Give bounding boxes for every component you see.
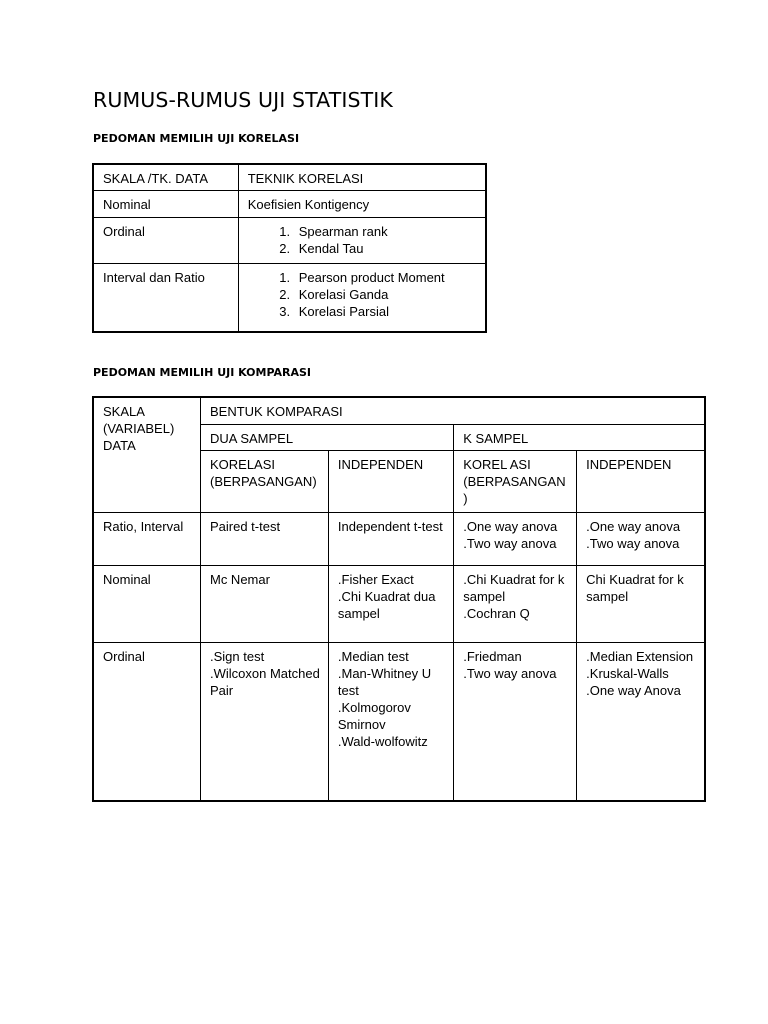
cell-line: .One way anova	[463, 518, 558, 534]
cell-line: sampel	[337, 605, 380, 621]
cell-line: .Man-Whitney U	[337, 665, 432, 681]
cell-line: .Two way anova	[463, 535, 557, 551]
table-row	[93, 217, 486, 263]
table-cell	[454, 512, 577, 565]
cell-line: Paired t-test	[209, 518, 281, 534]
cell-line: Mc Nemar	[209, 571, 270, 587]
list-item: 2. Kendal Tau	[294, 240, 477, 257]
cell-line: .Chi Kuadrat for k	[463, 571, 565, 587]
cell-line: sampel	[463, 588, 506, 604]
table-cell	[577, 642, 705, 801]
sub-header-cell	[454, 450, 577, 512]
korelasi-table	[92, 163, 487, 333]
cell-line: sampel	[586, 588, 629, 604]
table-row	[93, 263, 486, 332]
cell-line: Pair	[209, 682, 234, 698]
sub-header-line: (BERPASANGAN	[463, 473, 566, 489]
table-cell	[454, 565, 577, 642]
cell-line: .Wald-wolfowitz	[337, 733, 428, 749]
sub-header-line: INDEPENDEN	[586, 456, 672, 472]
list-item: 2. Korelasi Ganda	[294, 286, 477, 303]
table-cell	[454, 642, 577, 801]
row-scale-cell: Ordinal	[93, 642, 200, 801]
row-technique-cell: Koefisien Kontigency	[238, 190, 486, 217]
cell-line: .Friedman	[463, 648, 522, 664]
table-cell	[328, 512, 453, 565]
cell-line: .One way anova	[586, 518, 681, 534]
group-header-k-sampel: K SAMPEL	[454, 424, 705, 450]
table-row	[93, 642, 705, 801]
bentuk-header-cell: BENTUK KOMPARASI	[200, 397, 705, 424]
cell-line: .One way Anova	[586, 682, 681, 698]
table-cell	[577, 512, 705, 565]
table-cell	[200, 565, 328, 642]
section-heading-korelasi: PEDOMAN MEMILIH UJI KORELASI	[93, 132, 300, 145]
table-row	[93, 190, 486, 217]
cell-line: Independent t-test	[337, 518, 443, 534]
sub-header-line: )	[463, 490, 468, 506]
row-scale-cell: Ratio, Interval	[93, 512, 200, 565]
cell-line: .Two way anova	[586, 535, 680, 551]
table-row	[93, 565, 705, 642]
cell-line: .Median Extension	[586, 648, 694, 664]
row-scale-cell: Nominal	[93, 190, 238, 217]
sub-header-cell	[328, 450, 453, 512]
cell-line: .Median test	[337, 648, 409, 664]
sub-header-cell	[577, 450, 705, 512]
list-item: 3. Korelasi Parsial	[294, 303, 477, 320]
table-cell	[200, 512, 328, 565]
sub-header-line: INDEPENDEN	[337, 456, 424, 472]
komparasi-table	[92, 396, 706, 802]
header-cell-technique: TEKNIK KORELASI	[238, 164, 486, 190]
cell-line: Smirnov	[337, 716, 386, 732]
table-cell	[328, 565, 453, 642]
cell-line: .Cochran Q	[463, 605, 530, 621]
cell-line: test	[337, 682, 359, 698]
sub-header-line: KOREL ASI	[463, 456, 531, 472]
corner-header-line: SKALA	[103, 404, 145, 419]
list-item: 1. Spearman rank	[294, 223, 477, 240]
cell-line: .Chi Kuadrat dua	[337, 588, 436, 604]
corner-header-line: (VARIABEL)	[103, 421, 175, 436]
cell-line: .Sign test	[209, 648, 265, 664]
table-cell	[577, 565, 705, 642]
sub-header-cell	[200, 450, 328, 512]
row-scale-cell: Ordinal	[93, 217, 238, 263]
cell-line: Chi Kuadrat for k	[586, 571, 684, 587]
cell-line: .Two way anova	[463, 665, 557, 681]
table-cell	[200, 642, 328, 801]
technique-list	[248, 269, 477, 320]
row-scale-cell: Nominal	[93, 565, 200, 642]
page-title: RUMUS-RUMUS UJI STATISTIK	[93, 88, 393, 112]
group-header-dua-sampel: DUA SAMPEL	[200, 424, 453, 450]
table-header-row	[93, 397, 705, 424]
sub-header-line: KORELASI	[209, 456, 276, 472]
table-header-row	[93, 164, 486, 190]
cell-line: .Kruskal-Walls	[586, 665, 669, 681]
table-row	[93, 512, 705, 565]
cell-line: .Wilcoxon Matched	[209, 665, 320, 681]
sub-header-line: (BERPASANGAN)	[209, 473, 317, 489]
technique-list	[248, 223, 477, 257]
corner-header-line: DATA	[103, 438, 136, 453]
cell-line: .Fisher Exact	[337, 571, 414, 587]
list-item: 1. Pearson product Moment	[294, 269, 477, 286]
row-technique-cell	[238, 217, 486, 263]
section-heading-komparasi: PEDOMAN MEMILIH UJI KOMPARASI	[93, 366, 312, 379]
corner-header-cell	[93, 397, 200, 512]
header-cell-scale: SKALA /TK. DATA	[93, 164, 238, 190]
table-cell	[328, 642, 453, 801]
row-technique-cell	[238, 263, 486, 332]
row-scale-cell: Interval dan Ratio	[93, 263, 238, 332]
cell-line: .Kolmogorov	[337, 699, 411, 715]
